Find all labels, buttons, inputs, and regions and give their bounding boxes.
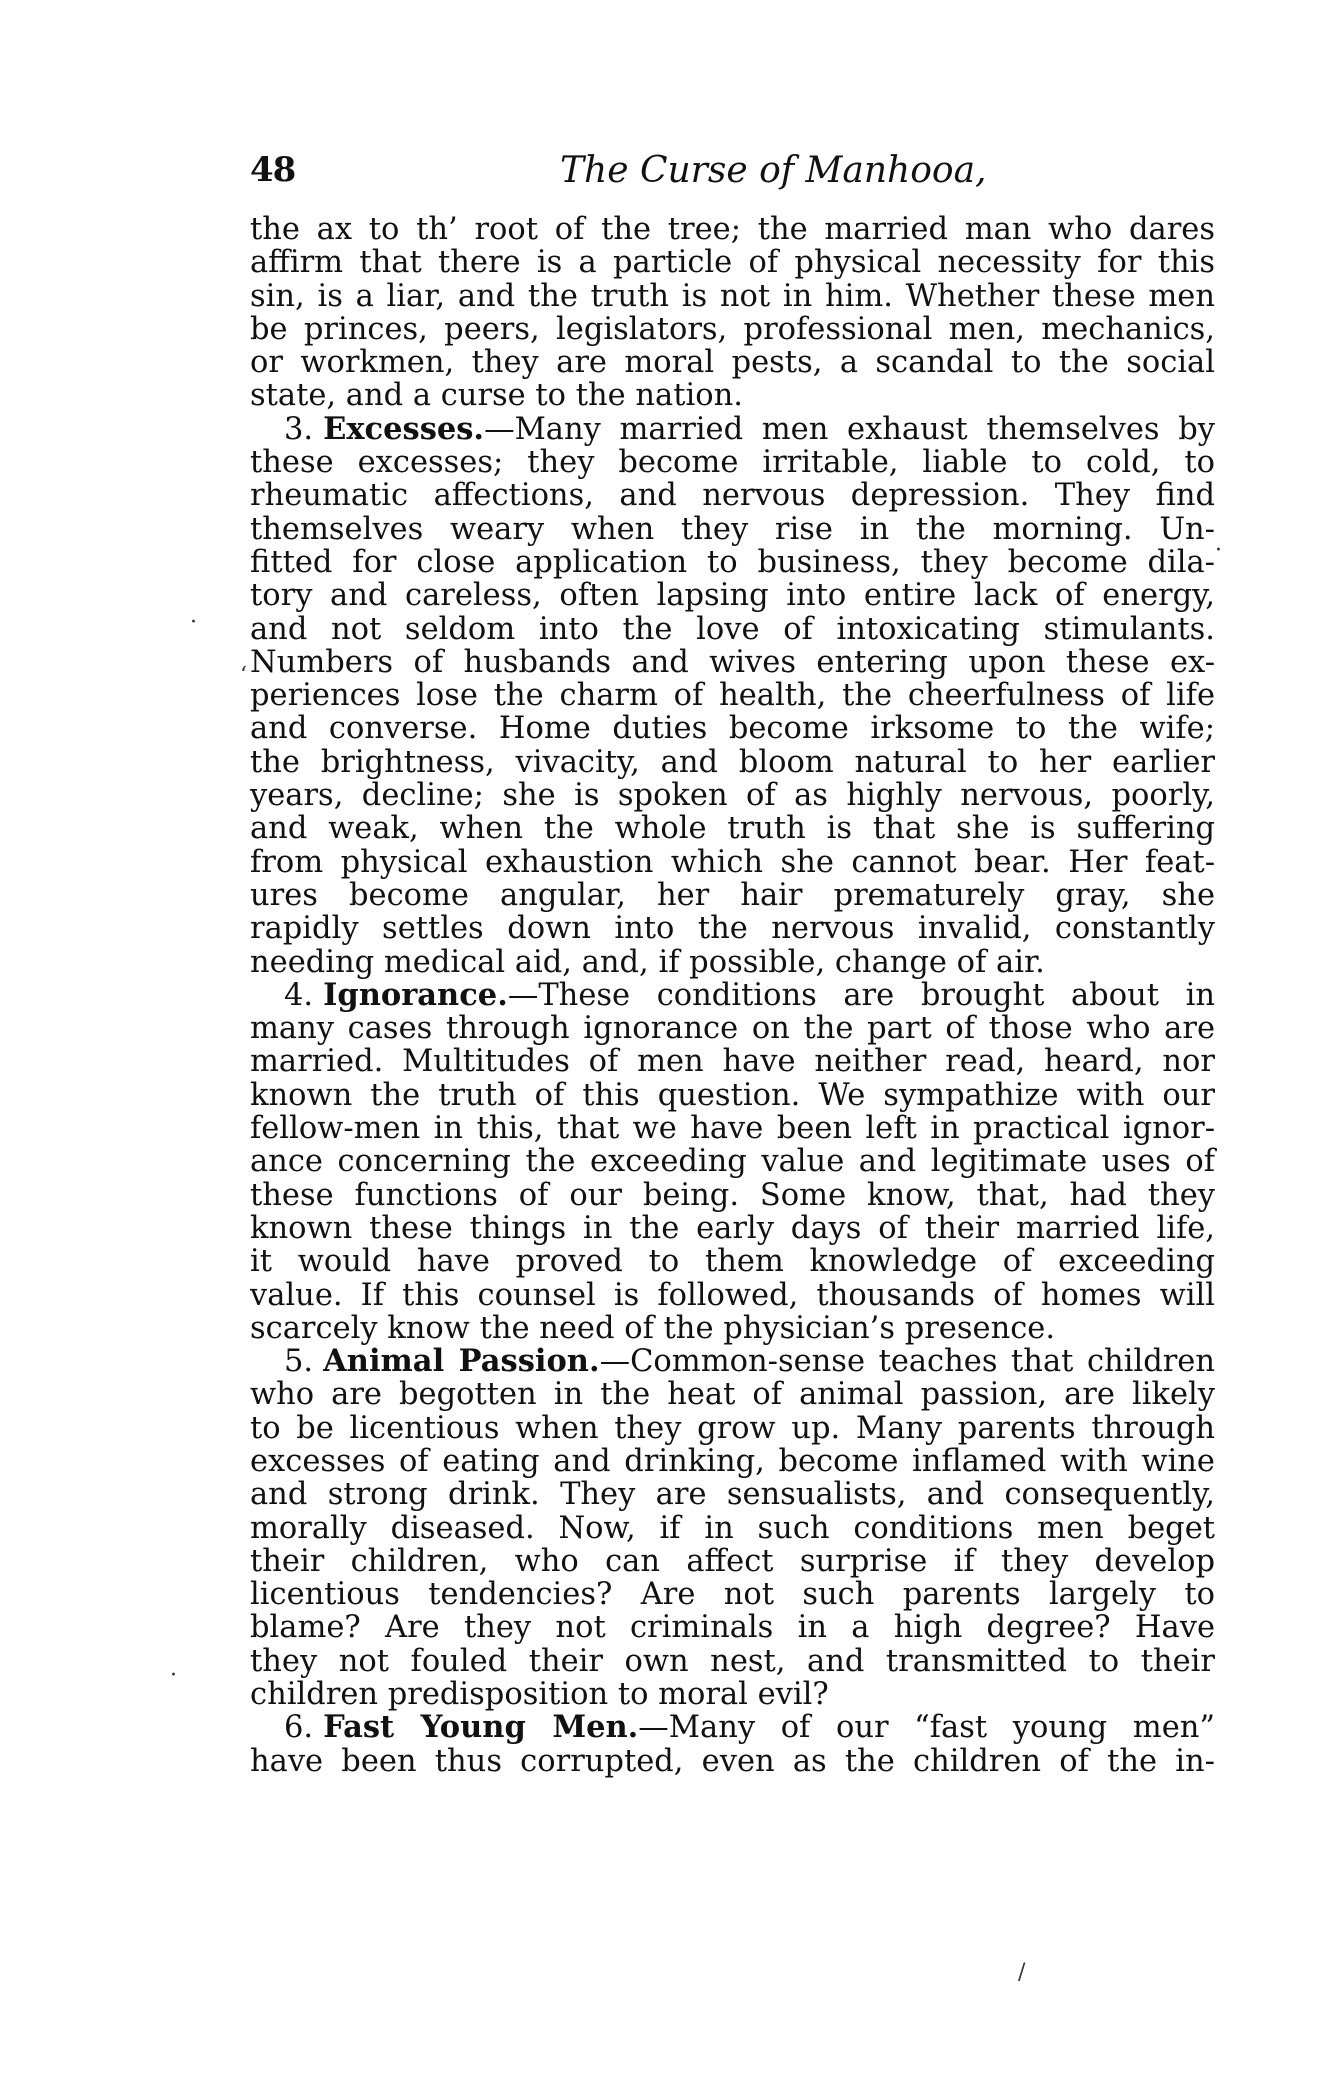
text-line: morally diseased. Now, if in such conditions men beget xyxy=(250,1510,1215,1546)
text-line: and converse. Home duties become irksome to the wife; xyxy=(250,711,1215,747)
text-line: sin, is a liar, and the truth is not in him. Whether these men xyxy=(250,278,1215,314)
text-line: needing medical aid, and, if possible, change of air. xyxy=(250,944,1045,980)
page-header xyxy=(250,150,1210,200)
text-line: children predisposition to moral evil? xyxy=(250,1677,829,1713)
section-heading-line xyxy=(250,976,1215,1013)
text-line: rapidly settles down into the nervous invalid, constantly xyxy=(250,911,1215,947)
text-line: or workmen, they are moral pests, a scandal to the social xyxy=(250,345,1215,381)
section-heading-line xyxy=(250,410,1215,447)
text-line: the brightness, vivacity, and bloom natural to her earlier xyxy=(250,744,1215,780)
text-line: ures become angular, her hair prematurely gray, she xyxy=(250,877,1215,913)
text-line: who are begotten in the heat of animal passion, are likely xyxy=(250,1377,1215,1413)
text-line: have been thus corrupted, even as the children of the in- xyxy=(250,1743,1215,1779)
scan-speck: · xyxy=(1215,538,1222,563)
text-line: many cases through ignorance on the part of those who are xyxy=(250,1011,1215,1047)
text-line: the ax to th’ root of the tree; the married man who dares xyxy=(250,212,1215,247)
section-heading: Excesses. xyxy=(323,410,485,447)
text-line: —Many married men exhaust themselves by xyxy=(484,411,1215,447)
text-line: blame? Are they not criminals in a high degree? Have xyxy=(250,1610,1215,1646)
text-line: from physical exhaustion which she cannot bear. Her feat- xyxy=(250,844,1215,880)
text-line: excesses of eating and drinking, become inflamed with wine xyxy=(250,1443,1215,1479)
text-line: value. If this counsel is followed, thousands of homes will xyxy=(250,1277,1215,1313)
text-line: it would have proved to them knowledge of exceeding xyxy=(250,1244,1215,1280)
scan-speck: · xyxy=(190,610,197,635)
section-heading: Fast Young Men. xyxy=(323,1709,639,1746)
text-line: known the truth of this question. We sympathize with our xyxy=(250,1077,1215,1113)
text-line: fellow-men in this, that we have been left in practical ignor- xyxy=(250,1111,1215,1147)
section-number: 5. xyxy=(284,1344,314,1380)
section-number: 3. xyxy=(284,411,314,447)
running-title: The Curse of Manhooa, xyxy=(560,150,987,191)
text-line: their children, who can affect surprise if they develop xyxy=(250,1543,1215,1579)
section-heading-line xyxy=(250,1345,1215,1378)
text-line: licentious tendencies? Are not such parents largely to xyxy=(250,1577,1215,1613)
text-line: these excesses; they become irritable, liable to cold, to xyxy=(250,445,1215,481)
text-line: they not fouled their own nest, and transmitted to their xyxy=(250,1643,1215,1679)
section-heading: Animal Passion. xyxy=(323,1343,600,1380)
text-line: ance concerning the exceeding value and legitimate uses of xyxy=(250,1144,1215,1180)
body-text xyxy=(250,213,1215,1778)
text-line: affirm that there is a particle of physical necessity for this xyxy=(250,245,1215,281)
section-heading-line xyxy=(250,1711,1215,1744)
text-line: fitted for close application to business, they become dila- xyxy=(250,544,1215,580)
text-line: state, and a curse to the nation. xyxy=(250,378,743,414)
text-line: and strong drink. They are sensualists, and consequently, xyxy=(250,1477,1215,1513)
text-line: periences lose the charm of health, the cheerfulness of life xyxy=(250,678,1215,714)
text-line: rheumatic affections, and nervous depression. They find xyxy=(250,478,1215,514)
section-heading: Ignorance. xyxy=(323,976,508,1013)
text-line: —Many of our “fast young men” xyxy=(638,1710,1215,1746)
text-line: —These conditions are brought about in xyxy=(507,977,1215,1013)
scan-speck: / xyxy=(1018,1960,1026,1985)
text-line: and weak, when the whole truth is that she is suffering xyxy=(250,811,1215,847)
text-line: and not seldom into the love of intoxicating stimulants. xyxy=(250,611,1215,647)
text-line: tory and careless, often lapsing into entire lack of energy, xyxy=(250,578,1215,614)
text-line: known these things in the early days of their married life, xyxy=(250,1210,1215,1246)
text-line: be princes, peers, legislators, professional men, mechanics, xyxy=(250,311,1215,347)
scan-speck: · xyxy=(170,1663,177,1688)
page-number: 48 xyxy=(250,150,296,190)
section-number: 4. xyxy=(284,977,314,1013)
text-line: married. Multitudes of men have neither read, heard, nor xyxy=(250,1044,1215,1080)
text-line: years, decline; she is spoken of as highly nervous, poorly, xyxy=(250,778,1215,814)
text-line: themselves weary when they rise in the morning. Un- xyxy=(250,511,1215,547)
text-line: these functions of our being. Some know, that, had they xyxy=(250,1177,1215,1213)
text-line: Numbers of husbands and wives entering upon these ex- xyxy=(250,644,1215,680)
text-line: to be licentious when they grow up. Many parents through xyxy=(250,1410,1215,1446)
scan-speck: ‘ xyxy=(240,663,247,688)
section-number: 6. xyxy=(284,1710,314,1746)
text-line: —Common-sense teaches that children xyxy=(599,1344,1215,1380)
text-line: scarcely know the need of the physician’s presence. xyxy=(250,1310,1056,1346)
